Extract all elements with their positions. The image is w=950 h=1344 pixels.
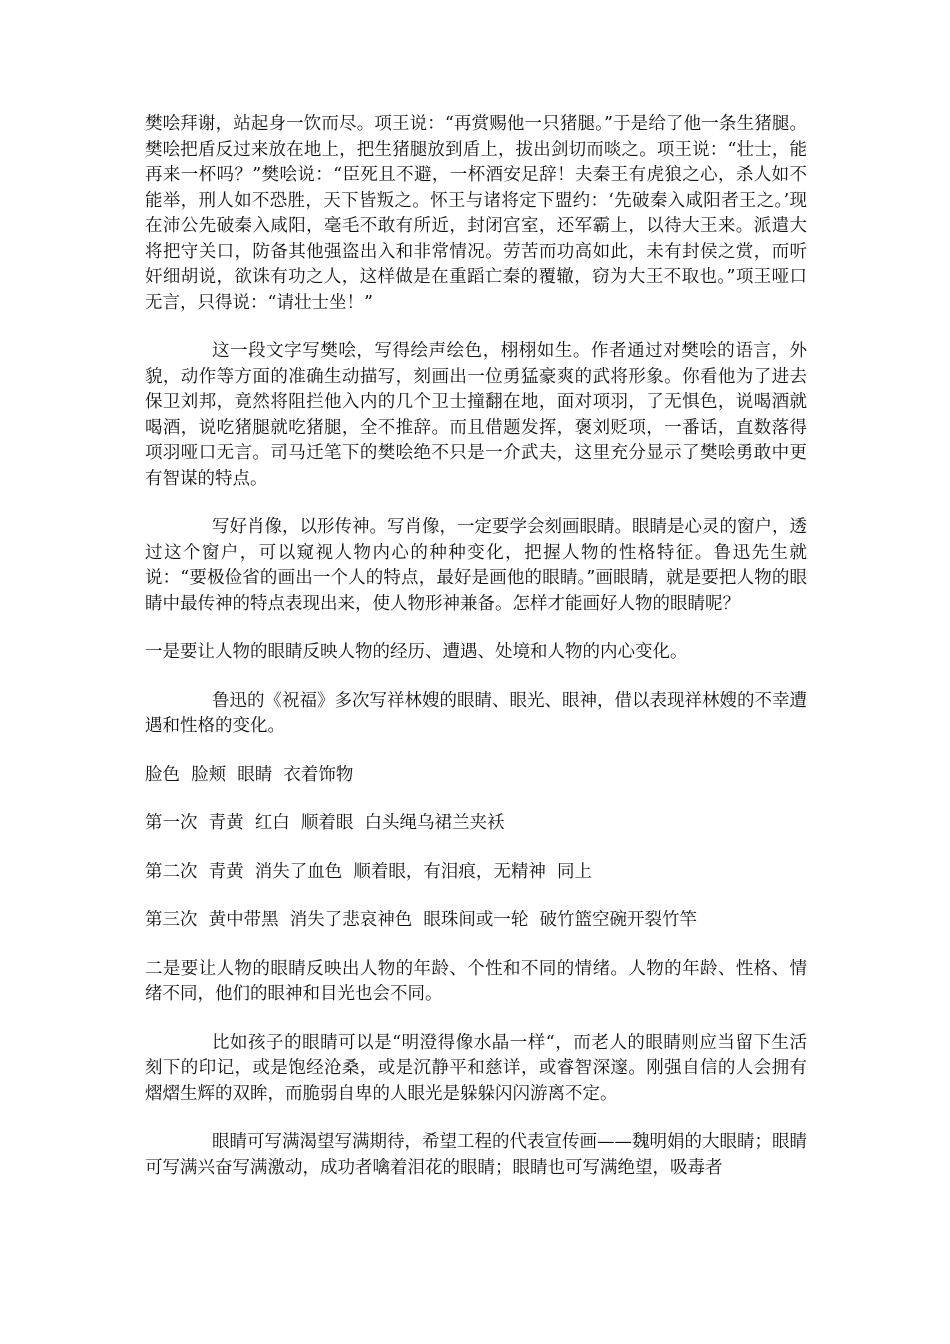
- paragraph-point-two: 二是要让人物的眼睛反映出人物的年龄、个性和不同的情绪。人物的年龄、性格、情绪不同，他们的眼神和目光也会不同。: [145, 958, 807, 1004]
- table-line-first: 第一次 青黄 红白 顺着眼 白头绳乌裙兰夹袄: [145, 813, 505, 833]
- paragraph-children-elders: 比如孩子的眼睛可以是“明澄得像水晶一样“，而老人的眼睛则应当留下生活刻下的印记，或是饱经沧桑，或是沉静平和慈详，或睿智深邃。刚强自信的人会拥有熠熠生辉的双眸，而脆弱自卑的人眼光是躲躲闪闪游离不定。: [145, 1032, 807, 1104]
- table-line-second: 第二次 青黄 消失了血色 顺着眼，有泪痕，无精神 同上: [145, 861, 593, 882]
- table-line-third: 第三次 黄中带黑 消失了悲哀神色 眼珠间或一轮 破竹篮空碗开裂竹竿: [145, 910, 697, 930]
- paragraph-analysis: 这一段文字写樊哙，写得绘声绘色，栩栩如生。作者通过对樊哙的语言，外貌，动作等方面的准确生动描写，刻画出一位勇猛豪爽的武将形象。你看他为了进去保卫刘邦，竟然将阻拦他入内的几个卫士撞翻在地，面对项羽，了无惧色，说喝酒就喝酒，说吃猪腿就吃猪腿，全不推辞。而且借题发挥，褒刘贬项，一番话，直数落得项羽哑口无言。司马迁笔下的樊哙绝不只是一介武夫，这里充分显示了樊哙勇敢中更有智谋的特点。: [145, 341, 807, 489]
- paragraph-eyes-filled: 眼睛可写满渴望写满期待，希望工程的代表宣传画——魏明娟的大眼睛；眼睛可写满兴奋写满激动，成功者噙着泪花的眼睛；眼睛也可写满绝望，吸毒者: [145, 1132, 807, 1178]
- table-line-header: 脸色 脸颊 眼睛 衣着饰物: [145, 764, 354, 785]
- paragraph-point-one: 一是要让人物的眼睛反映人物的经历、遭遇、处境和人物的内心变化。: [145, 642, 688, 662]
- paragraph-portrait-eyes: 写好肖像，以形传神。写肖像，一定要学会刻画眼睛。眼睛是心灵的窗户，透过这个窗户，可以窥视人物内心的种种变化，把握人物的性格特征。鲁迅先生就说：“要极俭省的画出一个人的特点，最好是画他的眼睛。”画眼睛，就是要把人物的眼睛中最传神的特点表现出来，使人物形神兼备。怎样才能画好人物的眼睛呢？: [145, 517, 807, 614]
- paragraph-fan-kuai-story: 樊哙拜谢，站起身一饮而尽。项王说：“再赏赐他一只猪腿。”于是给了他一条生猪腿。樊哙把盾反过来放在地上，把生猪腿放到盾上，拔出剑切而啖之。项王说：“壮士，能再来一杯吗？”樊哙说：“臣死且不避，一杯酒安足辞！夫秦王有虎狼之心，杀人如不能举，刑人如不恐胜，天下皆叛之。怀王与诸将定下盟约：‘先破秦入咸阳者王之。’现在沛公先破秦入咸阳，毫毛不敢有所近，封闭宫室，还军霸上，以待大王来。派遣大将把守关口，防备其他强盗出入和非常情况。劳苦而功高如此，未有封侯之赏，而听奸细胡说，欲诛有功之人，这样做是在重蹈亡秦的覆辙，窃为大王不取也。”项王哑口无言，只得说：“请壮士坐！”: [145, 114, 807, 313]
- document-body: [145, 112, 807, 1204]
- paragraph-zhufu: 鲁迅的《祝福》多次写祥林嫂的眼睛、眼光、眼神，借以表现祥林嫂的不幸遭遇和性格的变化。: [145, 690, 807, 736]
